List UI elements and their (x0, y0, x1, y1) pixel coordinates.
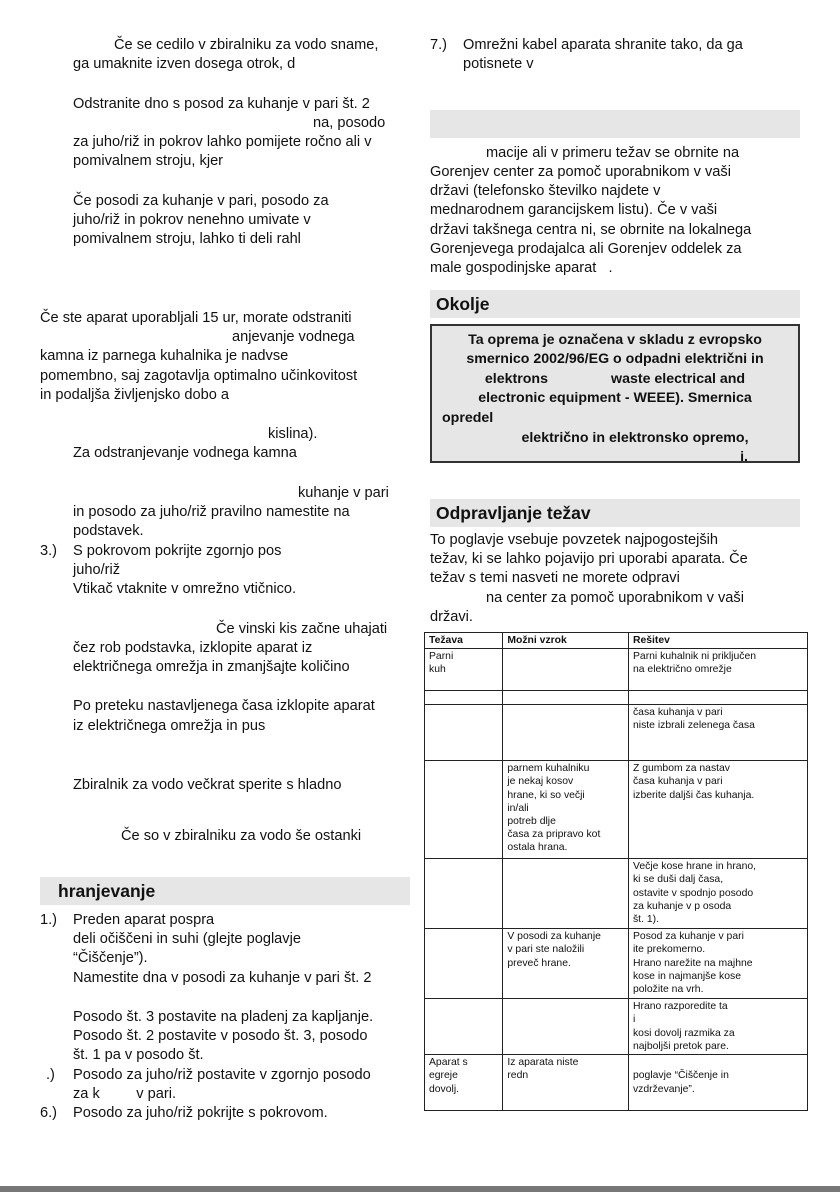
list-text: Omrežni kabel aparata shranite tako, da ga (463, 37, 743, 53)
paragraph: Če vinski kis začne uhajati (216, 620, 388, 637)
table-cell: Parni kuh (425, 649, 503, 691)
paragraph: težav s temi nasveti ne morete odpravi (430, 570, 680, 587)
paragraph: “Čiščenje”). (73, 950, 148, 967)
table-cell: Iz aparata niste redn (503, 1055, 629, 1111)
table-row (425, 649, 808, 691)
troubleshooting-table (424, 632, 808, 1111)
column-header: Možni vzrok (503, 633, 629, 649)
list-item (430, 36, 800, 55)
paragraph: na center za pomoč uporabnikom v vaši (486, 589, 744, 606)
bottom-border (0, 1186, 840, 1192)
table-cell (503, 859, 629, 929)
table-row (425, 761, 808, 859)
paragraph: male gospodinjske aparat . (430, 260, 613, 277)
paragraph: električnega omrežja in zmanjšajte količino (73, 659, 350, 676)
table-cell (425, 859, 503, 929)
paragraph: podstavek. (73, 523, 144, 540)
paragraph: juho/riž (73, 561, 121, 578)
table-row (425, 859, 808, 929)
table-cell (503, 705, 629, 761)
table-cell: Z gumbom za nastav časa kuhanja v pari izberite daljši čas kuhanja. (628, 761, 807, 859)
table-cell (628, 691, 807, 705)
table-row (425, 929, 808, 999)
paragraph: Posodo št. 2 postavite v posodo št. 3, posodo (73, 1028, 368, 1045)
paragraph: težav, ki se lahko pojavijo pri uporabi aparata. Če (430, 550, 748, 567)
notice-line: Ta oprema je označena v skladu z evropsko (468, 331, 762, 348)
paragraph: mednarodnem garancijskem listu). Če v vaši (430, 202, 718, 219)
paragraph: in posodo za juho/riž pravilno namestite na (73, 504, 350, 521)
paragraph: državi. (430, 608, 473, 625)
paragraph: kuhanje v pari (298, 484, 389, 501)
table-row (425, 999, 808, 1055)
table-cell: časa kuhanja v pari niste izbrali zelenega časa (628, 705, 807, 761)
paragraph: juho/riž in pokrov nenehno umivate v (73, 212, 311, 229)
paragraph: na, posodo (313, 114, 386, 131)
notice-line: smernico 2002/96/EG o odpadni električni in (466, 351, 764, 368)
column-header: Težava (425, 633, 503, 649)
notice-line: electronic equipment - WEEE). Smernica (478, 390, 752, 407)
table-cell (503, 691, 629, 705)
troubleshooting-table-wrap (424, 632, 808, 1111)
section-heading-troubleshooting: Odpravljanje težav (430, 499, 800, 527)
table-header-row (425, 633, 808, 649)
table-cell: V posodi za kuhanje v pari ste naložili preveč hrane. (503, 929, 629, 999)
paragraph: Če ste aparat uporabljali 15 ur, morate odstraniti (40, 309, 352, 326)
paragraph: deli očiščeni in suhi (glejte poglavje (73, 930, 301, 947)
table-row (425, 691, 808, 705)
table-cell (425, 929, 503, 999)
table-row (425, 1055, 808, 1111)
paragraph: državi (telefonsko številko najdete v (430, 183, 661, 200)
list-number: 6.) (40, 1105, 58, 1122)
paragraph: Za odstranjevanje vodnega kamna (73, 445, 297, 462)
paragraph: ga umaknite izven dosega otrok, d (73, 56, 296, 73)
paragraph: Gorenjevega prodajalca ali Gorenjev oddelek za (430, 241, 742, 258)
table-cell: Hrano razporedite ta i kosi dovolj razmika za najboljši pretok pare. (628, 999, 807, 1055)
list-number: 7.) (430, 37, 448, 53)
list-item (40, 1066, 410, 1085)
table-cell (425, 691, 503, 705)
paragraph: Posodo št. 3 postavite na pladenj za kapljanje. (73, 1008, 374, 1025)
table-cell: poglavje “Čiščenje in vzdrževanje”. (628, 1055, 807, 1111)
table-cell (503, 999, 629, 1055)
paragraph: Gorenjev center za pomoč uporabnikom v vaši (430, 163, 731, 180)
paragraph: Namestite dna v posodi za kuhanje v pari št. 2 (73, 969, 372, 986)
weee-notice-box (430, 324, 800, 466)
paragraph: pomivalnem stroju, kjer (73, 153, 224, 170)
table-cell: parnem kuhalniku je nekaj kosov hrane, ki so večji in/ali potreb dlje časa za pripravo kot ostala hrana. (503, 761, 629, 859)
notice-line: opredel (442, 410, 494, 427)
table-cell: Aparat s egreje dovolj. (425, 1055, 503, 1111)
list-text: Posodo za juho/riž pokrijte s pokrovom. (73, 1105, 328, 1122)
paragraph: čez rob podstavka, izklopite aparat iz (73, 639, 313, 656)
section-heading-blank (430, 110, 800, 138)
paragraph: pomembno, saj zagotavlja optimalno učinkovitost (40, 367, 358, 384)
notice-line: električno in elektronsko opremo, (521, 429, 749, 446)
paragraph: za k v pari. (73, 1085, 176, 1102)
list-text: Posodo za juho/riž postavite v zgornjo posodo (73, 1066, 371, 1083)
paragraph: Če so v zbiralniku za vodo še ostanki (121, 828, 362, 845)
list-text: Preden aparat pospra (73, 911, 215, 928)
paragraph: za juho/riž in pokrov lahko pomijete ročno ali v (73, 134, 372, 151)
paragraph: in podaljša življenjsko dobo a (40, 386, 230, 403)
paragraph: Po preteku nastavljenega časa izklopite aparat (73, 698, 375, 715)
paragraph: Vtikač vtaknite v omrežno vtičnico. (73, 581, 297, 598)
list-item (40, 911, 410, 930)
column-header: Rešitev (628, 633, 807, 649)
paragraph: državi takšnega centra ni, se obrnite na lokalnega (430, 221, 752, 238)
paragraph: Zbiralnik za vodo večkrat sperite s hladno (73, 777, 342, 794)
table-cell (425, 761, 503, 859)
list-text: S pokrovom pokrijte zgornjo pos (73, 542, 282, 559)
table-cell (503, 649, 629, 691)
left-column (40, 36, 410, 1124)
paragraph: Če posodi za kuhanje v pari, posodo za (73, 192, 329, 209)
paragraph: pomivalnem stroju, lahko ti deli rahl (73, 231, 301, 248)
table-cell (425, 999, 503, 1055)
list-number: 1.) (40, 911, 58, 928)
notice-line: elektrons waste electrical and (484, 370, 746, 387)
paragraph: To poglavje vsebuje povzetek najpogostejših (430, 531, 719, 548)
list-number: .) (46, 1066, 55, 1083)
section-heading-environment: Okolje (430, 290, 800, 318)
paragraph: anjevanje vodnega (232, 328, 355, 345)
right-column (430, 36, 800, 627)
notice-line: i. (740, 449, 748, 466)
paragraph: potisnete v (463, 56, 534, 73)
paragraph: macije ali v primeru težav se obrnite na (486, 144, 740, 161)
paragraph: kamna iz parnega kuhalnika je nadvse (40, 348, 289, 365)
list-item (40, 1104, 410, 1123)
paragraph: Odstranite dno s posod za kuhanje v pari št. 2 (73, 95, 370, 112)
table-cell: Parni kuhalnik ni priključen na električno omrežje (628, 649, 807, 691)
paragraph: iz električnega omrežja in pus (73, 717, 266, 734)
paragraph: št. 1 pa v posodo št. (73, 1047, 204, 1064)
paragraph: kislina). (268, 426, 318, 443)
list-item (40, 542, 410, 561)
table-cell: Večje kose hrane in hrano, ki se duši dalj časa, ostavite v spodnjo posodo za kuhanje v p osoda št. 1). (628, 859, 807, 929)
table-row (425, 705, 808, 761)
list-number: 3.) (40, 542, 58, 559)
table-cell: Posod za kuhanje v pari ite prekomerno. Hrano narežite na majhne kose in najmanjše kose položite na vrh. (628, 929, 807, 999)
table-cell (425, 705, 503, 761)
paragraph: Če se cedilo v zbiralniku za vodo sname, (114, 37, 379, 53)
section-heading-storage: hranjevanje (40, 877, 410, 905)
